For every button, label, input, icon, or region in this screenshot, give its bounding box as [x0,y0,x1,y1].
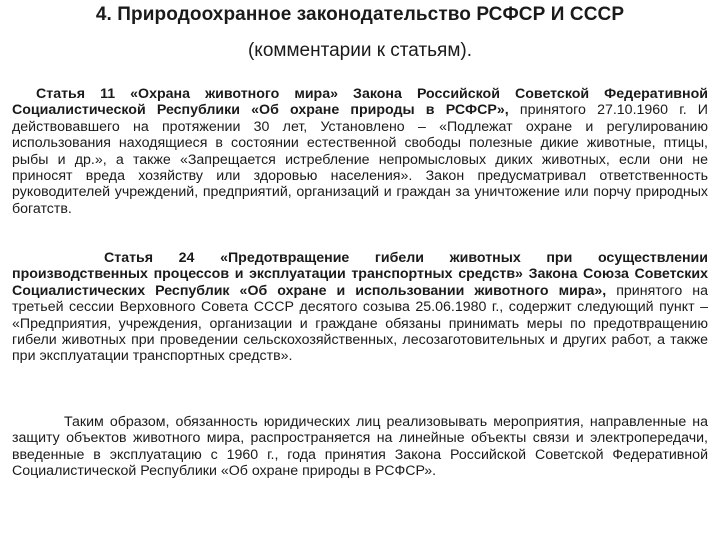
paragraph-text: Таким образом, обязанность юридических лиц реализовывать мероприятия, направленные на защиту объектов животного мира, распространяется на линейные объекты связи и электропередачи, введенные в эксплуатацию с 1960 г., года принятия Закона Российской Советской Федеративной Социалистической Республики «Об охране природы в РСФСР». [12,414,708,480]
paragraph-conclusion [12,414,708,480]
paragraph-article-24 [12,250,708,365]
slide-title: 4. Природоохранное законодательство РСФСР И СССР [95,4,625,25]
paragraph-text: принятого 27.10.1960 г. И действовавшего на протяжении 30 лет, Установлено – «Подлежат охране и регулированию использования находящиеся в состоянии естественной свободы полезные дикие животные, птицы, рыбы и др.», а также «Запрещается истребление непромысловых диких животных, если они не приносят вреда хозяйству или здоровью населения». Закон предусматривал ответственность руководителей учреждений, предприятий, организаций и граждан за уничтожение или порчу природных богатств. [12,102,709,217]
paragraph-text: принятого на третьей сессии Верховного Совета СССР десятого созыва 25.06.1980 г., содержит следующий пункт – «Предприятия, учреждения, организации и граждане обязаны принимать меры по предотвращению гибели животных при проведении сельскохозяйственных, лесозаготовительных и других работ, а также при эксплуатации транспортных средств». [12,282,708,365]
slide-subtitle: (комментарии к статьям). [247,40,473,61]
paragraph-lead: Статья 24 «Предотвращение гибели животных при осуществлении производственных процессов и эксплуатации транспортных средств» Закона Союза Советских Социалистических Республик «Об охране и использовании животного мира», [12,250,708,299]
paragraph-lead: Статья 11 «Охрана животного мира» Закона Российской Советской Федеративной Социалистической Республики «Об охране природы в РСФСР», [12,86,708,119]
paragraph-article-11 [12,86,708,217]
